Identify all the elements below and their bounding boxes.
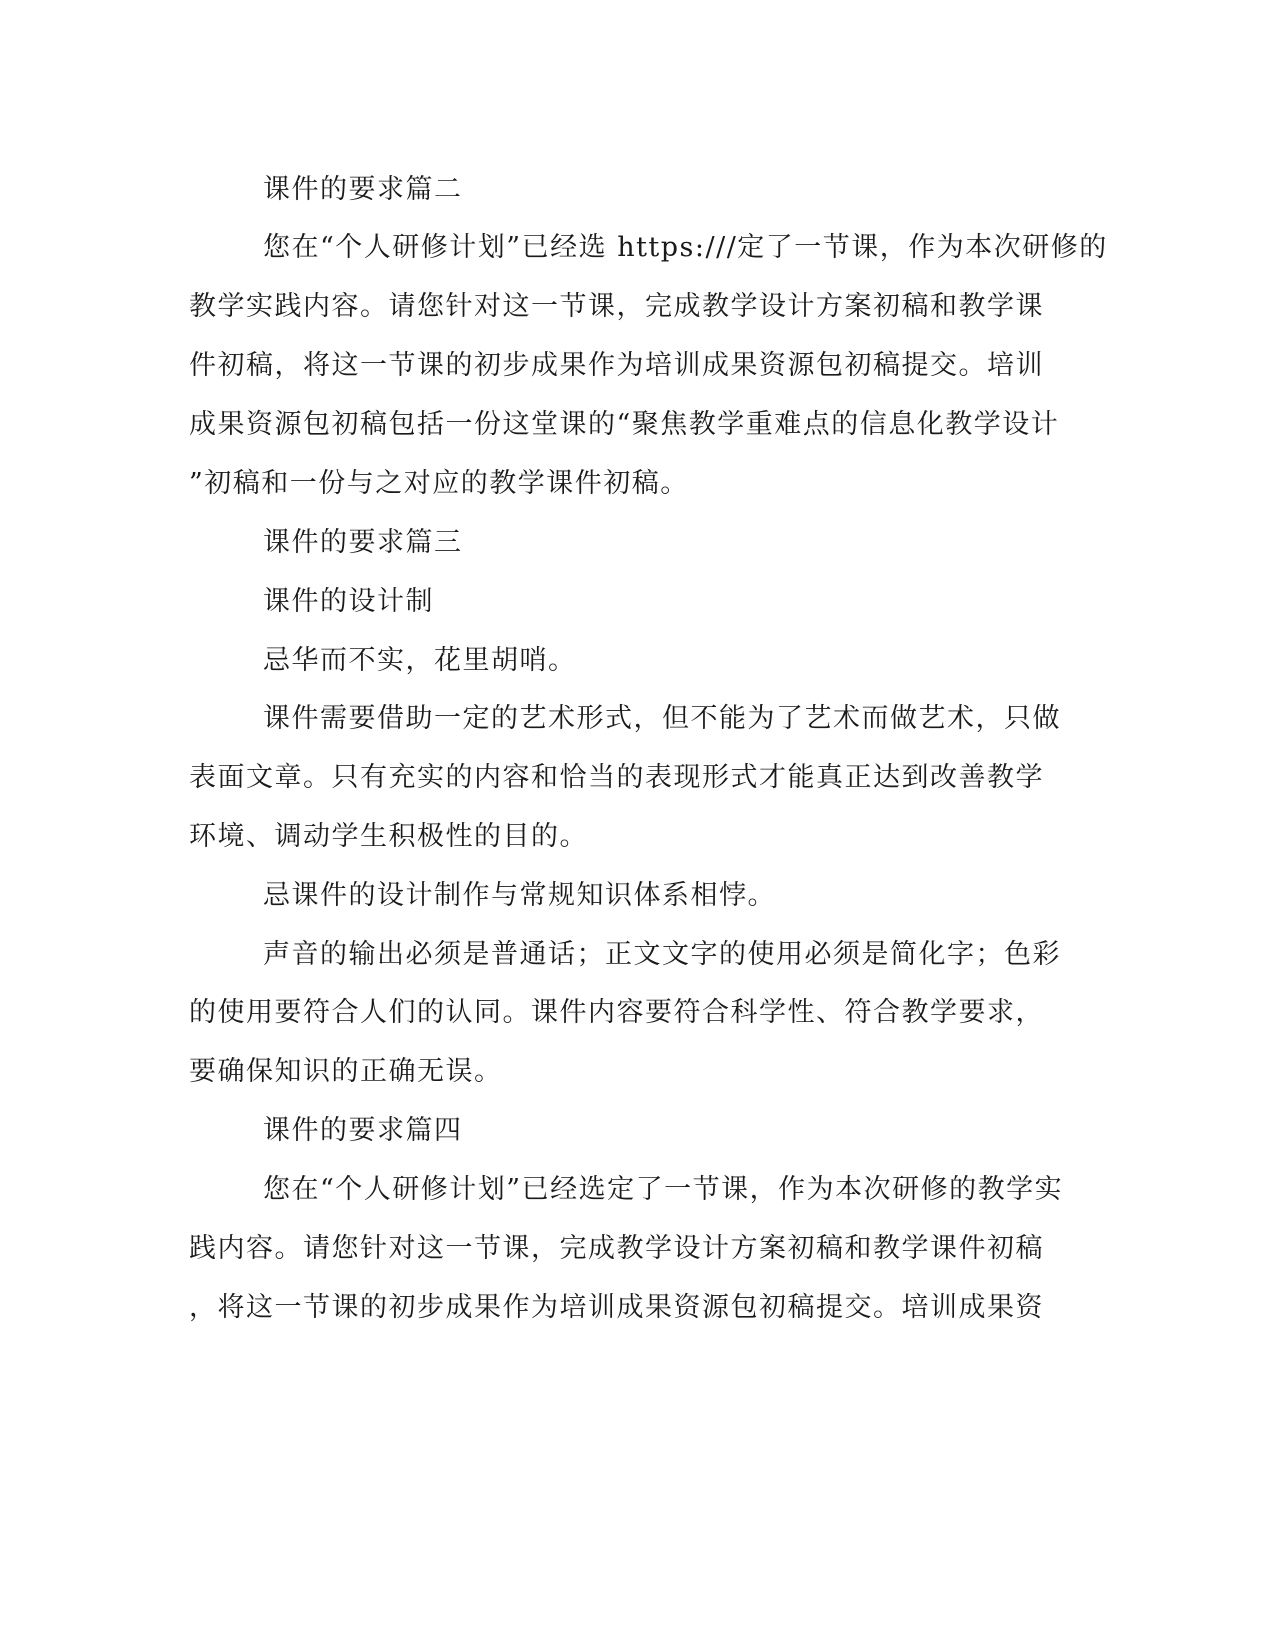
paragraph-line: ，将这一节课的初步成果作为培训成果资源包初稿提交。培训成果资 — [189, 1292, 1044, 1323]
paragraph-line: 成果资源包初稿包括一份这堂课的“聚焦教学重难点的信息化教学设计 — [189, 409, 1060, 440]
paragraph-line: 课件的设计制 — [263, 586, 434, 617]
paragraph-line: ”初稿和一份与之对应的教学课件初稿。 — [189, 468, 689, 499]
paragraph-line: 表面文章。只有充实的内容和恰当的表现形式才能真正达到改善教学 — [189, 762, 1044, 793]
section-heading: 课件的要求篇三 — [263, 527, 463, 558]
paragraph-line: 您在“个人研修计划”已经选定了一节课，作为本次研修的教学实 — [263, 1174, 1064, 1205]
paragraph-line: 环境、调动学生积极性的目的。 — [189, 821, 588, 852]
paragraph-line: 课件需要借助一定的艺术形式，但不能为了艺术而做艺术，只做 — [263, 703, 1061, 734]
section-heading: 课件的要求篇四 — [263, 1115, 463, 1146]
paragraph-line: 践内容。请您针对这一节课，完成教学设计方案初稿和教学课件初稿 — [189, 1233, 1044, 1264]
paragraph-line: 忌课件的设计制作与常规知识体系相悖。 — [263, 880, 776, 911]
section-heading: 课件的要求篇二 — [263, 174, 463, 205]
paragraph-line: 要确保知识的正确无误。 — [189, 1056, 503, 1087]
paragraph-line: 教学实践内容。请您针对这一节课，完成教学设计方案初稿和教学课 — [189, 291, 1044, 322]
paragraph-line: 您在“个人研修计划”已经选 https:///定了一节课，作为本次研修的 — [263, 232, 1108, 263]
paragraph-line: 的使用要符合人们的认同。课件内容要符合科学性、符合教学要求， — [189, 997, 1044, 1028]
paragraph-line: 声音的输出必须是普通话；正文文字的使用必须是简化字；色彩 — [263, 939, 1061, 970]
paragraph-line: 件初稿，将这一节课的初步成果作为培训成果资源包初稿提交。培训 — [189, 350, 1044, 381]
paragraph-line: 忌华而不实，花里胡哨。 — [263, 645, 577, 676]
